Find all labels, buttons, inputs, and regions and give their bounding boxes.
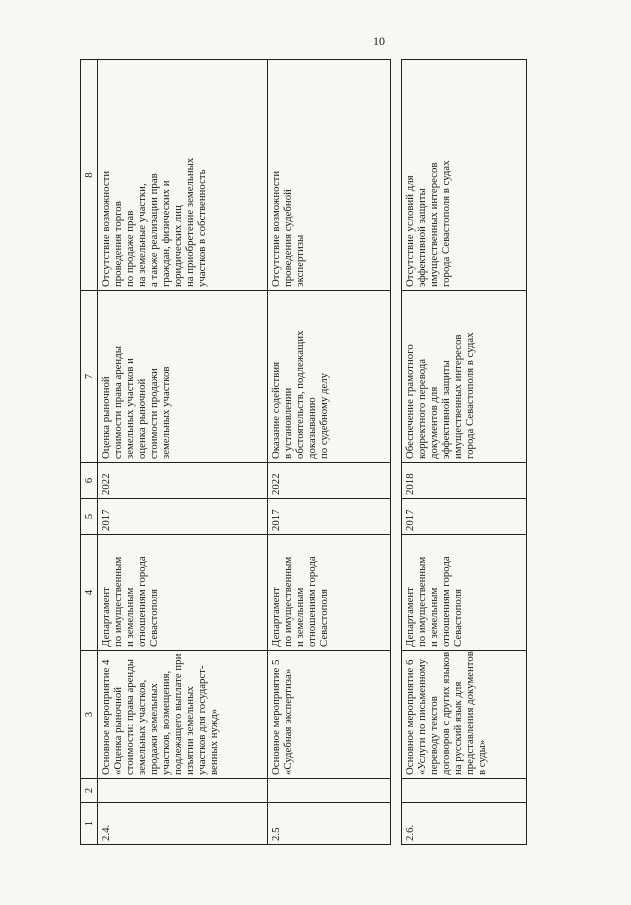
- text-line: по судебному делу: [318, 373, 330, 459]
- measures-table: [80, 59, 527, 845]
- start-year: 2017: [268, 499, 391, 535]
- text-line: представления документов: [464, 651, 476, 775]
- text-line: по имущественным: [282, 556, 294, 647]
- end-year: 2018: [402, 463, 527, 499]
- text-line: проведения торгов: [112, 201, 124, 287]
- text-line: и земельным: [124, 587, 136, 647]
- text-line: по имущественным: [112, 556, 124, 647]
- table-row: [402, 60, 527, 845]
- text-line: города Севастополя в судах: [464, 332, 476, 459]
- measure-name-cell: [268, 651, 391, 779]
- text-line: стоимости продажи: [148, 368, 160, 459]
- text-line: Отсутствие условий для: [404, 175, 416, 287]
- header-cell: 8: [81, 60, 98, 291]
- col2-cell: [268, 779, 391, 803]
- table-row: [268, 60, 391, 845]
- rotated-table-wrapper: [80, 60, 530, 845]
- text-line: Обеспечение грамотного: [404, 344, 416, 459]
- text-line: в суды»: [476, 739, 488, 775]
- text-line: на русский язык для: [452, 681, 464, 775]
- text-line: на приобретение земельных: [184, 157, 196, 287]
- end-year: 2022: [98, 463, 268, 499]
- consequence-cell: [268, 60, 391, 291]
- text-line: имущественных интересов: [428, 162, 440, 287]
- text-line: стоимости права аренды: [112, 346, 124, 459]
- text-line: участков в собственность: [196, 169, 208, 287]
- header-cell: 2: [81, 779, 98, 803]
- measure-name-cell: [98, 651, 268, 779]
- text-line: Отсутствие возможности: [270, 170, 282, 287]
- gap-cell: [391, 60, 402, 845]
- header-cell: 3: [81, 651, 98, 779]
- start-year: 2017: [402, 499, 527, 535]
- text-line: обстоятельств, подлежащих: [294, 330, 306, 459]
- text-line: переводу текстов: [428, 696, 440, 775]
- end-year: 2022: [268, 463, 391, 499]
- text-line: экспертизы: [294, 234, 306, 287]
- text-line: стоимости: права аренды: [124, 659, 136, 775]
- consequence-cell: [98, 60, 268, 291]
- result-cell: [98, 291, 268, 463]
- row-number: 2.6.: [402, 803, 527, 845]
- col2-cell: [402, 779, 527, 803]
- result-cell: [268, 291, 391, 463]
- header-cell: 1: [81, 803, 98, 845]
- text-line: города Севастополя в судах: [440, 160, 452, 287]
- header-row: [81, 60, 98, 845]
- text-line: Основное мероприятие 4: [100, 659, 112, 775]
- text-line: отношениям города: [136, 556, 148, 647]
- text-line: корректного перевода: [416, 358, 428, 459]
- text-line: а также реализации прав: [148, 173, 160, 287]
- row-number: 2.4.: [98, 803, 268, 845]
- text-line: участков для государст-: [196, 665, 208, 775]
- text-line: имущественных интересов: [452, 334, 464, 459]
- text-line: на земельные участки,: [136, 183, 148, 287]
- text-line: «Услуги по письменному: [416, 659, 428, 775]
- executor-cell: [402, 535, 527, 651]
- header-cell: 7: [81, 291, 98, 463]
- text-line: документов для: [428, 386, 440, 459]
- text-line: участков, возмещения,: [160, 670, 172, 775]
- text-line: земельных участков и: [124, 358, 136, 459]
- text-line: земельных участков: [160, 366, 172, 459]
- text-line: Основное мероприятие 5: [270, 659, 282, 775]
- executor-cell: [268, 535, 391, 651]
- text-line: изъятии земельных: [184, 686, 196, 775]
- text-line: эффективной защиты: [416, 188, 428, 287]
- text-line: оценка рыночной: [136, 378, 148, 459]
- consequence-cell: [402, 60, 527, 291]
- text-line: Департамент: [404, 587, 416, 647]
- text-line: Оказание содействия: [270, 361, 282, 459]
- text-line: Севастополя: [318, 588, 330, 647]
- start-year: 2017: [98, 499, 268, 535]
- header-cell: 6: [81, 463, 98, 499]
- text-line: «Оценка рыночной: [112, 686, 124, 775]
- text-line: земельных участков,: [136, 679, 148, 775]
- text-line: граждан, физических и: [160, 180, 172, 287]
- text-line: отношениям города: [440, 556, 452, 647]
- executor-cell: [98, 535, 268, 651]
- text-line: договоров с других языков: [440, 651, 452, 775]
- measure-name-cell: [402, 651, 527, 779]
- text-line: продажи земельных: [148, 683, 160, 775]
- header-cell: 4: [81, 535, 98, 651]
- row-number: 2.5: [268, 803, 391, 845]
- col2-cell: [98, 779, 268, 803]
- text-line: и земельным: [428, 587, 440, 647]
- text-line: Отсутствие возможности: [100, 170, 112, 287]
- text-line: доказыванию: [306, 397, 318, 459]
- page-number: 10: [373, 34, 385, 48]
- text-line: эффективной защиты: [440, 360, 452, 459]
- text-line: Оценка рыночной: [100, 376, 112, 459]
- text-line: венных нужд»: [208, 708, 220, 775]
- text-line: и земельным: [294, 587, 306, 647]
- text-line: юридических лиц: [172, 205, 184, 287]
- text-line: по продаже прав: [124, 210, 136, 287]
- text-line: Департамент: [100, 587, 112, 647]
- text-line: отношениям города: [306, 556, 318, 647]
- text-line: Департамент: [270, 587, 282, 647]
- text-line: проведения судебной: [282, 189, 294, 287]
- text-line: Севастополя: [452, 588, 464, 647]
- text-line: в установлении: [282, 387, 294, 459]
- result-cell: [402, 291, 527, 463]
- header-cell: 5: [81, 499, 98, 535]
- text-line: Основное мероприятие 6: [404, 659, 416, 775]
- table-row: [98, 60, 268, 845]
- text-line: по имущественным: [416, 556, 428, 647]
- text-line: «Судебная экспертиза»: [282, 668, 294, 775]
- text-line: подлежащего выплате при: [172, 653, 184, 775]
- row-gap: [391, 60, 402, 845]
- text-line: Севастополя: [148, 588, 160, 647]
